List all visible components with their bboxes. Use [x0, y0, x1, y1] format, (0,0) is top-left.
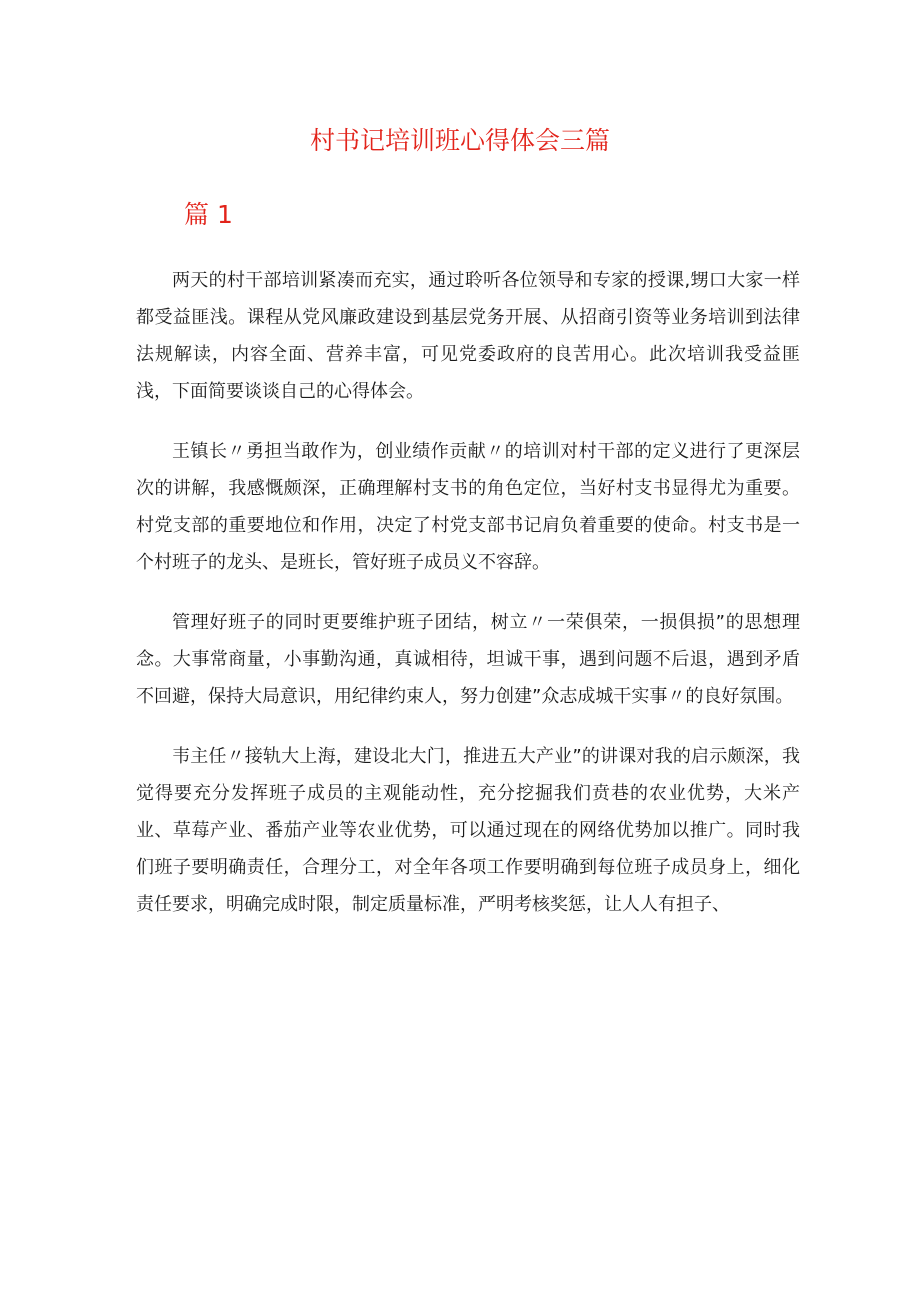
document-body: [136, 262, 800, 946]
paragraph: 管理好班子的同时更要维护班子团结，树立〃一荣俱荣，一损俱损”的思想理念。大事常商量，小事勤沟通，真诚相待，坦诚干事，遇到问题不后退，遇到矛盾不回避，保持大局意识，用纪律约束人，努力创建”众志成城干实事〃的良好氛围。: [136, 612, 800, 707]
paragraph: 韦主任〃接轨大上海，建设北大门，推进五大产业”的讲课对我的启示颇深，我觉得要充分发挥班子成员的主观能动性，充分挖掘我们贲巷的农业优势，大米产业、草莓产业、番茄产业等农业优势，可以通过现在的网络优势加以推广。同时我们班子要明确责任，合理分工，对全年各项工作要明确到每位班子成员身上，细化责任要求，明确完成时限，制定质量标准，严明考核奖惩，让人人有担子、: [136, 746, 800, 915]
document-title: 村书记培训班心得体会三篇: [309, 126, 610, 155]
paragraph: 王镇长〃勇担当敢作为，创业绩作贡献〃的培训对村干部的定义进行了更深层次的讲解，我感慨颇深，正确理解村支书的角色定位，当好村支书显得尤为重要。村党支部的重要地位和作用，决定了村党支部书记肩负着重要的使命。村支书是一个村班子的龙头、是班长，管好班子成员义不容辞。: [136, 441, 800, 573]
section-heading: 篇 1: [184, 200, 233, 229]
paragraph: 两天的村干部培训紧凑而充实，通过聆听各位领导和专家的授课,甥口大家一样都受益匪浅。课程从党风廉政建设到基层党务开展、从招商引资等业务培训到法律法规解读，内容全面、营养丰富，可见党委政府的良苦用心。此次培训我受益匪浅，下面简要谈谈自己的心得体会。: [136, 270, 800, 402]
